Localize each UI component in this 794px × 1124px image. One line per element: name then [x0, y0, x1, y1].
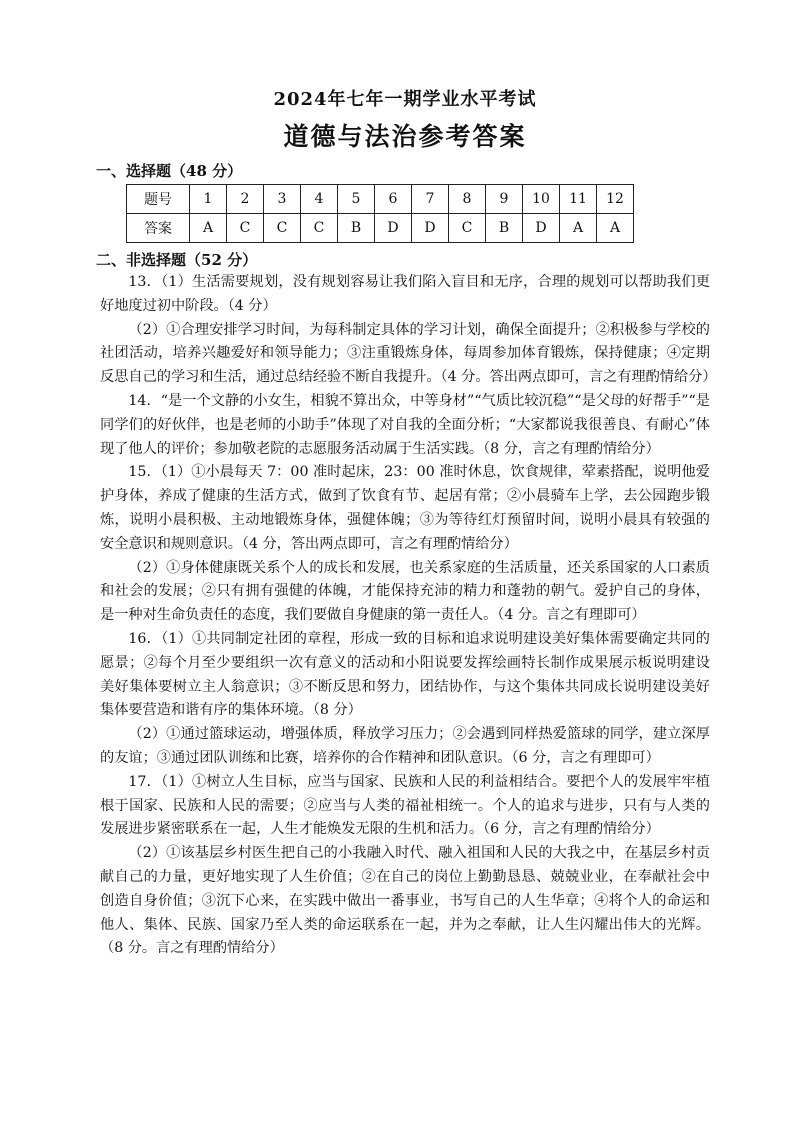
answer-table — [126, 184, 634, 243]
row-label-answers: 答案 — [127, 214, 190, 243]
question-number-cell: 5 — [338, 185, 375, 214]
answer-cell: A — [560, 214, 597, 243]
answer-key-title: 道德与法治参考答案 — [283, 122, 527, 151]
answer-16-part2: （2）①通过篮球运动，增强体质，释放学习压力；②会遇到同样热爱篮球的同学，建立深厚的友谊；③通过团队训练和比赛，培养你的合作精神和团队意识。（6 分，言之有理即可） — [100, 726, 710, 766]
answer-13-part1: 13．（1）生活需要规划，没有规划容易让我们陷入盲目和无序，合理的规划可以帮助我们更好地度过初中阶段。（4 分） — [100, 274, 710, 314]
question-number-cell: 3 — [264, 185, 301, 214]
answer-15-part2: （2）①身体健康既关系个人的成长和发展，也关系家庭的生活质量，还关系国家的人口素质和社会的发展；②只有拥有强健的体魄，才能保持充沛的精力和蓬勃的朝气。爱护自己的身体，是一种对生命负责任的态度，我们要做自身健康的第一责任人。（4 分。言之有理即可） — [100, 559, 710, 624]
section-non-choice-title: 二、非选择题（52 分） — [96, 251, 258, 269]
answer-16-part1: 16．（1）①共同制定社团的章程，形成一致的目标和追求说明建设美好集体需要确定共同的愿景；②每个月至少要组织一次有意义的活动和小阳说要发挥绘画特长制作成果展示板说明建设美好集体要树立主人翁意识；③不断反思和努力，团结协作，与这个集体共同成长说明建设美好集体要营造和谐有序的集体环境。（8 分） — [100, 630, 710, 719]
answer-cell: D — [412, 214, 449, 243]
answer-17-part1: 17．（1）①树立人生目标，应当与国家、民族和人民的利益相结合。要把个人的发展牢牢植根于国家、民族和人民的需要；②应当与人类的福祉相统一。个人的追求与进步，只有与人类的发展进步紧密联系在一起，人生才能焕发无限的生机和活力。（6 分，言之有理酌情给分） — [100, 773, 710, 838]
answer-cell: C — [227, 214, 264, 243]
question-number-cell: 1 — [190, 185, 227, 214]
question-number-cell: 2 — [227, 185, 264, 214]
answer-cell: B — [338, 214, 375, 243]
answer-13-part2: （2）①合理安排学习时间，为每科制定具体的学习计划，确保全面提升；②积极参与学校的社团活动，培养兴趣爱好和领导能力；③注重锻炼身体，每周参加体育锻炼，保持健康；④定期反思自己的学习和生活，通过总结经验不断自我提升。（4 分。答出两点即可，言之有理酌情给分） — [100, 321, 717, 386]
answer-cell: A — [190, 214, 227, 243]
exam-title: 2024年七年一期学业水平考试 — [273, 89, 537, 110]
answer-17-part2: （2）①该基层乡村医生把自己的小我融入时代、融入祖国和人民的大我之中，在基层乡村贡献自己的力量，更好地实现了人生价值；②在自己的岗位上勤勤恳恳、兢兢业业，在奉献社会中创造自身价值；③沉下心来，在实践中做出一番事业，书写自己的人生华章；④将个人的命运和他人、集体、民族、国家乃至人类的命运联系在一起，并为之奉献，让人生闪耀出伟大的光辉。（8 分。言之有理酌情给分） — [100, 845, 710, 957]
answer-15-part1: 15．（1）①小晨每天 7：00 准时起床，23：00 准时休息，饮食规律，荤素搭配，说明他爱护身体，养成了健康的生活方式，做到了饮食有节、起居有常；②小晨骑车上学，去公园跑步锻炼，说明小晨积极、主动地锻炼身体，强健体魄；③为等待红灯预留时间，说明小晨具有较强的安全意识和规则意识。（4 分，答出两点即可，言之有理酌情给分） — [100, 464, 710, 552]
answer-14: 14．“是一个文静的小女生，相貌不算出众，中等身材”“气质比较沉稳”“是父母的好帮手”“是同学们的好伙伴，也是老师的小助手”体现了对自我的全面分析；“大家都说我很善良、有耐心”体现了他人的评价；参加敬老院的志愿服务活动属于生活实践。（8 分，言之有理酌情给分） — [100, 392, 710, 457]
question-number-cell: 7 — [412, 185, 449, 214]
answer-cell: A — [597, 214, 634, 243]
answer-cell: D — [375, 214, 412, 243]
question-number-row — [127, 185, 634, 214]
question-number-cell: 8 — [449, 185, 486, 214]
answer-row — [127, 214, 634, 243]
answer-cell: B — [486, 214, 523, 243]
question-number-cell: 11 — [560, 185, 597, 214]
row-label-numbers: 题号 — [127, 185, 190, 214]
question-number-cell: 12 — [597, 185, 634, 214]
question-number-cell: 10 — [523, 185, 560, 214]
section-multiple-choice-title: 一、选择题（48 分） — [96, 162, 243, 180]
question-number-cell: 6 — [375, 185, 412, 214]
answer-cell: C — [264, 214, 301, 243]
answer-cell: D — [523, 214, 560, 243]
question-number-cell: 4 — [301, 185, 338, 214]
answer-cell: C — [301, 214, 338, 243]
question-number-cell: 9 — [486, 185, 523, 214]
answer-cell: C — [449, 214, 486, 243]
